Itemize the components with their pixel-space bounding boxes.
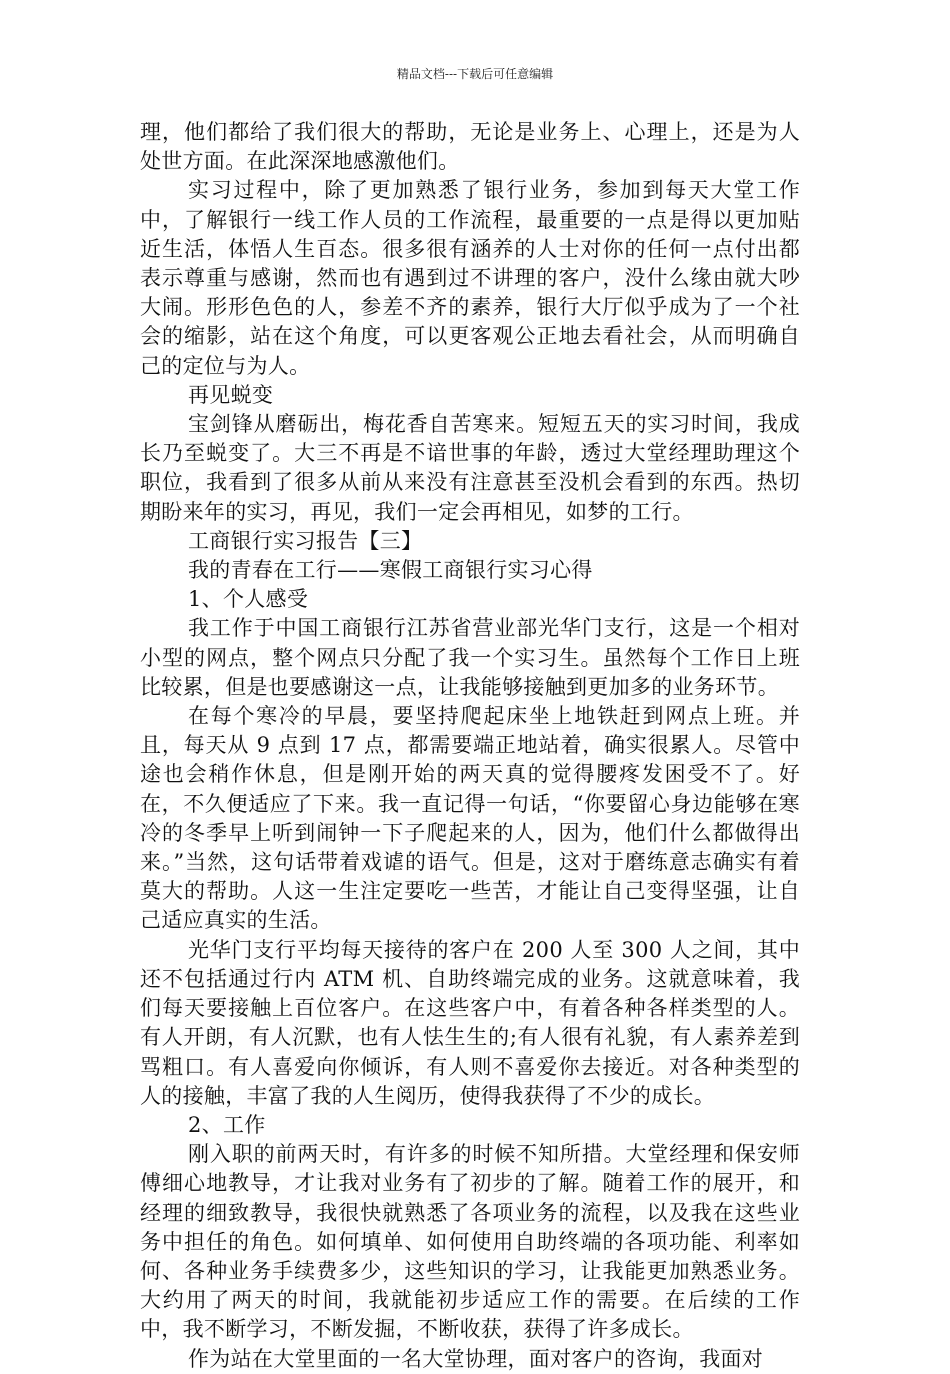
paragraph: 刚入职的前两天时，有许多的时候不知所措。大堂经理和保安师傅细心地教导，才让我对业务有了初步的了解。随着工作的展开，和经理的细致教导，我很快就熟悉了各项业务的流程，以及我在这些业务中担任的角色。如何填单、如何使用自助终端的各项功能、利率如何、各种业务手续费多少，这些知识的学习，让我能更加熟悉业务。大约用了两天的时间，我就能初步适应工作的需要。在后续的工作中，我不断学习，不断发掘，不断收获，获得了许多成长。 [140, 1142, 800, 1342]
paragraph-truncated: 作为站在大堂里面的一名大堂协理，面对客户的咨询，我面对 [188, 1346, 764, 1371]
paragraph: 我工作于中国工商银行江苏省营业部光华门支行，这是一个相对小型的网点，整个网点只分配了我一个实习生。虽然每个工作日上班比较累，但是也要感谢这一点，让我能够接触到更加多的业务环节。 [140, 616, 800, 699]
paragraph: 光华门支行平均每天接待的客户在 200 人至 300 人之间，其中还不包括通过行内 ATM 机、自助终端完成的业务。这就意味着，我们每天要接触上百位客户。在这些客户中，有着各种各样类型的人。有人开朗，有人沉默，也有人怯生生的;有人很有礼貌，有人素养差到骂粗口。有人喜爱向你倾诉，有人则不喜爱你去接近。对各种类型的人的接触，丰富了我的人生阅历，使得我获得了不少的成长。 [140, 937, 800, 1108]
section-heading: 再见蜕变 [188, 382, 274, 407]
report-subtitle: 我的青春在工行——寒假工商银行实习心得 [188, 558, 593, 583]
section-heading: 2、工作 [188, 1112, 266, 1137]
paragraph-continued: 理，他们都给了我们很大的帮助，无论是业务上、心理上，还是为人处世方面。在此深深地感激他们。 [140, 120, 800, 174]
paragraph: 实习过程中，除了更加熟悉了银行业务，参加到每天大堂工作中，了解银行一线工作人员的工作流程，最重要的一点是得以更加贴近生活，体悟人生百态。很多很有涵养的人士对你的任何一点付出都表示尊重与感谢，然而也有遇到过不讲理的客户，没什么缘由就大吵大闹。形形色色的人，参差不齐的素养，银行大厅似乎成为了一个社会的缩影，站在这个角度，可以更客观公正地去看社会，从而明确自己的定位与为人。 [140, 178, 800, 378]
report-title: 工商银行实习报告【三】 [188, 528, 423, 553]
paragraph: 在每个寒冷的早晨，要坚持爬起床坐上地铁赶到网点上班。并且，每天从 9 点到 17 点，都需要端正地站着，确实很累人。尽管中途也会稍作休息，但是刚开始的两天真的觉得腰疼发困受不了。好在，不久便适应了下来。我一直记得一句话，“你要留心身边能够在寒冷的冬季早上听到闹钟一下子爬起来的人，因为，他们什么都做得出来。”当然，这句话带着戏谑的语气。但是，这对于磨练意志确实有着莫大的帮助。人这一生注定要吃一些苦，才能让自己变得坚强，让自己适应真实的生活。 [140, 704, 800, 933]
section-heading: 1、个人感受 [188, 587, 309, 612]
document-body [140, 118, 800, 1374]
page-header: 精品文档---下载后可任意编辑 [396, 67, 554, 81]
paragraph: 宝剑锋从磨砺出，梅花香自苦寒来。短短五天的实习时间，我成长乃至蜕变了。大三不再是不谙世事的年龄，透过大堂经理助理这个职位，我看到了很多从前从来没有注意甚至没机会看到的东西。热切期盼来年的实习，再见，我们一定会再相见，如梦的工行。 [140, 412, 800, 524]
